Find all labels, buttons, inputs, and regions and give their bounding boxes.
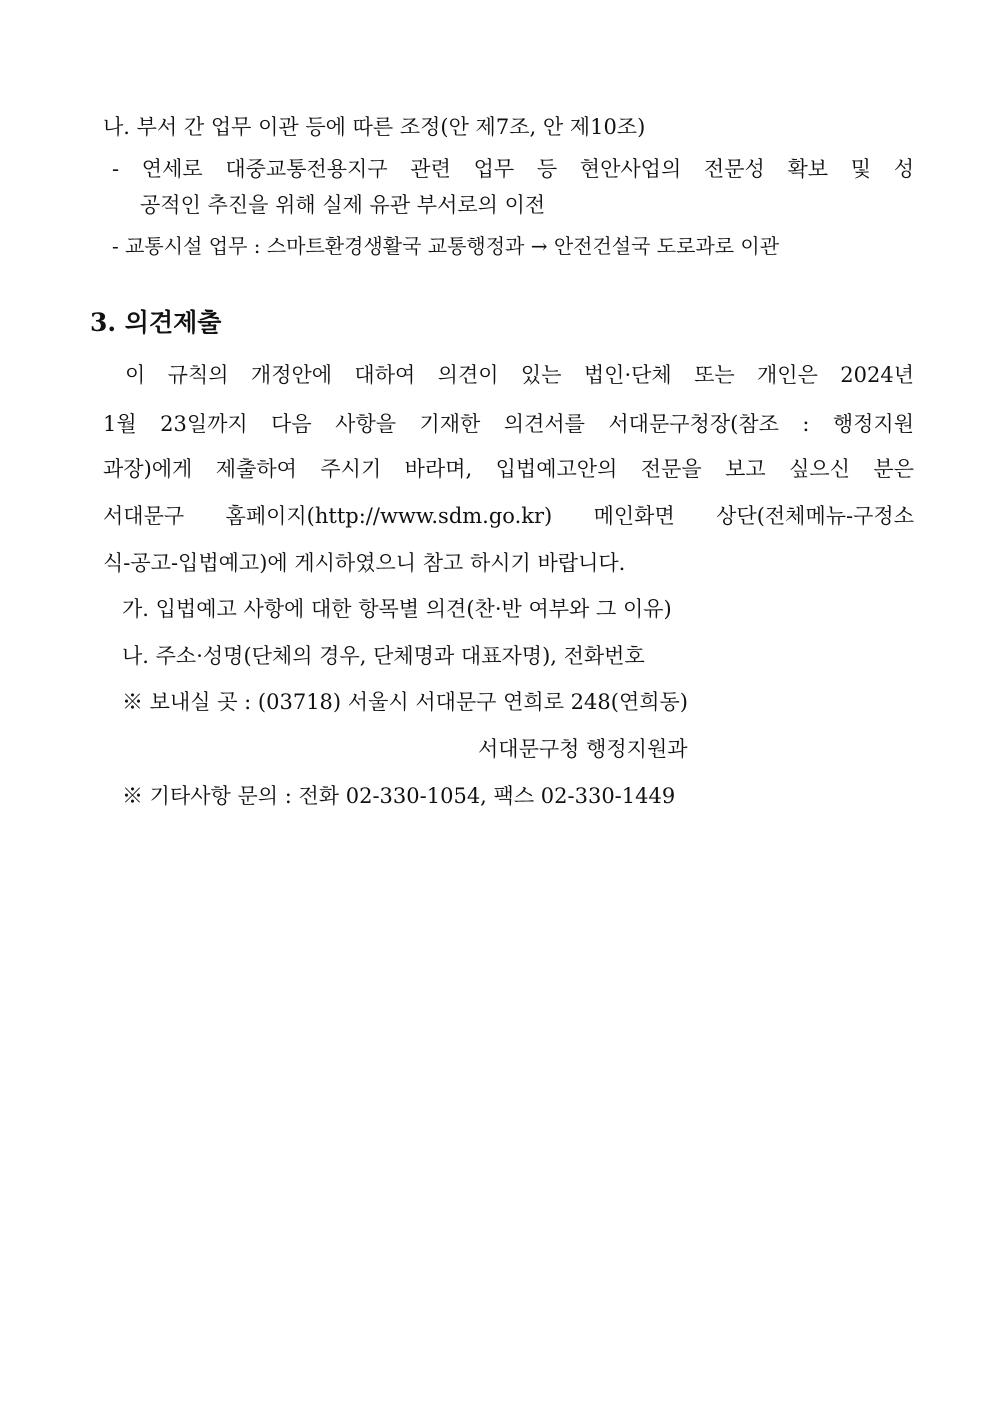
section-na-title: 나. 부서 간 업무 이관 등에 따른 조정(안 제7조, 안 제10조): [103, 115, 646, 139]
paragraph-line-3: 과장)에게 제출하여 주시기 바라며, 입법예고안의 전문을 보고 싶으신 분은: [103, 457, 914, 481]
paragraph-line-4: 서대문구 홈페이지(http://www.sdm.go.kr) 메인화면 상단(전체메뉴-구정소: [103, 504, 914, 528]
paragraph-line-2: 1월 23일까지 다음 사항을 기재한 의견서를 서대문구청장(참조 : 행정지원: [103, 412, 914, 436]
bullet-2: - 교통시설 업무 : 스마트환경생활국 교통행정과 → 안전건설국 도로과로 이관: [112, 234, 780, 258]
send-to-address: ※ 보내실 곳 : (03718) 서울시 서대문구 연희로 248(연희동): [122, 690, 688, 714]
item-ga: 가. 입법예고 사항에 대한 항목별 의견(찬·반 여부와 그 이유): [122, 597, 672, 621]
item-na: 나. 주소·성명(단체의 경우, 단체명과 대표자명), 전화번호: [122, 644, 645, 668]
inquiry-contact: ※ 기타사항 문의 : 전화 02-330-1054, 팩스 02-330-1449: [122, 784, 676, 808]
bullet-1-line-1: - 연세로 대중교통전용지구 관련 업무 등 현안사업의 전문성 확보 및 성: [112, 157, 914, 181]
paragraph-line-5: 식-공고-입법예고)에 게시하였으니 참고 하시기 바랍니다.: [103, 551, 626, 575]
paragraph-line-1: 이 규칙의 개정안에 대하여 의견이 있는 법인·단체 또는 개인은 2024년: [125, 363, 914, 387]
bullet-1-line-2: 공적인 추진을 위해 실제 유관 부서로의 이전: [140, 193, 546, 217]
section-3-heading: 3. 의견제출: [90, 308, 222, 337]
send-to-office: 서대문구청 행정지원과: [478, 737, 688, 761]
